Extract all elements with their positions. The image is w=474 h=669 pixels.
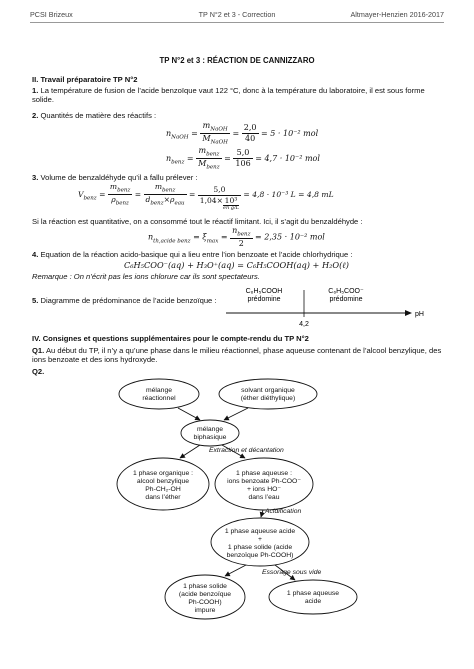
acid-aqueous-line2: + (258, 536, 262, 543)
pka-label: 4,2 (299, 321, 309, 328)
eq-benz-result: = 4,7 · 10⁻² mol (255, 153, 320, 163)
section4-q1-text: Au début du TP, il n’y a qu’une phase dans le milieu réactionnel, phase aqueuse contenant de l’alcool benzylique, des ions benzoate et des ions hydroxyde. (32, 346, 442, 365)
organic-phase-line4: dans l’éther (145, 494, 181, 501)
eq-vol-lhs-sub: benz (83, 195, 97, 202)
equation-naoh: $n_{NaOH}$ = $\frac{m_{NaOH}}{M_{NaOH}}$ = $\frac{2,0}{40}$ = 5 · 10⁻² mol (166, 121, 319, 147)
eq-naoh-f1-den-sub: NaOH (210, 140, 228, 147)
eq-vol-f2-den-rest: ×ρ (163, 195, 175, 205)
step-acidification-label: Acidification (265, 508, 302, 515)
equation-nth: $n_{th,acide benz} = \xi_{max}$ = $\frac{n_{benz}}{2}$ = 2,35 · 10⁻² mol (148, 226, 325, 249)
eq-benz-lhs-sub: benz (171, 159, 185, 166)
eq-benz-f2-num: 5,0 (233, 148, 252, 159)
arrow-mix-to-biphasic (178, 408, 200, 420)
base-label: prédomine (329, 296, 363, 303)
eq-vol-f3-den-b: 10³ (224, 195, 238, 205)
aqueous-phase-line2: ions benzoate Ph-COO⁻ (227, 478, 301, 485)
aqueous-phase-line4: dans l’eau (248, 494, 280, 501)
section4-q2-label: Q2. (32, 367, 45, 376)
header-left: PCSI Brizeux (30, 10, 73, 19)
biphasic-line2: biphasique (193, 434, 227, 441)
acid-aqueous-line1: 1 phase aqueuse acide (224, 528, 296, 535)
q1-number: 1. (32, 86, 39, 95)
eq-benz-f1-num-sub: benz (206, 151, 220, 158)
q3-number: 3. (32, 173, 39, 182)
reaction-mix-line2: réactionnel (142, 395, 176, 402)
step-filtration-label: Essorage sous vide (262, 569, 322, 576)
eq-vol-f1-num: m (109, 182, 118, 191)
eq-vol-f2-num-sub: benz (162, 187, 176, 194)
node-aqueous-acid (269, 580, 357, 614)
q4-text: Equation de la réaction acido-basique qui a lieu entre l’ion benzoate et l’acide chlorhydrique : (40, 250, 353, 259)
organic-solvent-line1: solvant organique (241, 387, 295, 394)
q5-text: Diagramme de prédominance de l’acide benzoïque : (40, 296, 217, 305)
base-formula: C₆H₅COO⁻ (328, 288, 364, 295)
organic-solvent-line2: (éther diéthylique) (240, 395, 296, 402)
q4-number: 4. (32, 250, 39, 259)
eq-vol-f2-den: d (145, 195, 151, 205)
eq-nth-result: = 2,35 · 10⁻² mol (255, 232, 325, 242)
eq-nth-lhs: n (148, 232, 154, 242)
organic-phase-line1: 1 phase organique : (132, 470, 194, 477)
ph-label: pH (415, 311, 424, 318)
q3-paragraph-2: Si la réaction est quantitative, on a consommé tout le réactif limitant. Ici, il s’agit du benzaldéhyde : (32, 217, 363, 226)
eq-nth-f-num-sub: benz (237, 231, 251, 238)
organic-phase-line3: Ph-CH₂-OH (145, 486, 181, 493)
eq-naoh-f1-den: M (202, 134, 211, 144)
arrow-acid-to-solid (225, 565, 246, 576)
eq-benz-f1-den: M (198, 159, 207, 169)
eq-vol-f1-num-sub: benz (117, 187, 131, 194)
reaction-equation: C₆H₅COO⁻(aq) + H₃O⁺(aq) = C₆H₅COOH(aq) + H₂O(ℓ) (124, 260, 349, 270)
aqueous-acid-line1: 1 phase aqueuse (286, 590, 340, 597)
remark: Remarque : On n’écrit pas les ions chlorure car ils sont spectateurs. (32, 272, 260, 281)
aqueous-phase-line1: 1 phase aqueuse : (236, 470, 292, 477)
eq-vol-f2-den-rest-sub: eau (174, 200, 185, 207)
q2-number: 2. (32, 111, 39, 120)
header-right: Altmayer-Henzien 2016-2017 (350, 10, 444, 19)
arrow-solvent-to-biphasic (224, 408, 248, 420)
eq-naoh-f2-num: 2,0 (243, 123, 257, 133)
solid-phase-line1: 1 phase solide (183, 583, 227, 590)
eq-vol-lhs: V (78, 189, 84, 199)
eq-vol-f3-den-c: en g/L (223, 205, 239, 212)
acid-label: prédomine (247, 296, 281, 303)
equation-benz: $n_{benz}$ = $\frac{m_{benz}}{M_{benz}}$ = $\frac{5,0}{106}$ = 4,7 · 10⁻² mol (166, 146, 320, 172)
eq-naoh-lhs: n (166, 128, 172, 138)
reaction-mix-line1: mélange (145, 387, 173, 394)
eq-nth-mid: = ξ (193, 232, 207, 242)
eq-vol-f3-den-a: 1,04× (199, 195, 224, 205)
eq-naoh-result: = 5 · 10⁻² mol (261, 128, 319, 138)
section2-heading: II. Travail préparatoire TP N°2 (32, 75, 138, 84)
organic-phase-line2: alcool benzylique (136, 478, 190, 485)
acid-aqueous-line3: 1 phase solide (acide (227, 544, 293, 551)
solid-phase-line3: Ph-COOH) (188, 599, 222, 606)
q2-text: Quantités de matière des réactifs : (40, 111, 157, 120)
solid-phase-line4: impure (194, 607, 216, 614)
eq-benz-lhs: n (166, 153, 172, 163)
node-reaction-mix (119, 379, 199, 409)
node-organic-solvent (219, 379, 317, 409)
q3-text: Volume de benzaldéhyde qu’il a fallu prélever : (40, 173, 198, 182)
section4-heading: IV. Consignes et questions supplémentaires pour le compte-rendu du TP N°2 (32, 334, 309, 343)
aqueous-phase-line3: + ions HO⁻ (247, 486, 281, 493)
acid-aqueous-line4: benzoïque Ph-COOH) (226, 552, 294, 559)
eq-vol-f1-den-sub: benz (115, 200, 129, 207)
eq-naoh-lhs-sub: NaOH (171, 134, 189, 141)
step-extraction-label: Extraction et décantation (209, 447, 284, 454)
eq-vol-f2-den-sub: benz (150, 200, 164, 207)
node-biphasic (181, 420, 239, 446)
eq-vol-f1-den: ρ (111, 195, 116, 205)
eq-naoh-f2-den: 40 (245, 134, 256, 144)
q1-text: La température de fusion de l’acide benzoïque vaut 122 °C, donc à la température du laboratoire, il est sous forme solide. (32, 86, 425, 105)
q5-number: 5. (32, 296, 39, 305)
eq-naoh-f1-num-sub: NaOH (210, 126, 228, 133)
equation-volume: $V_{benz}$ = $\frac{m_{benz}}{\rho_{benz}}$ = $\frac{m_{benz}}{d_{benz}\times\rho_{eau}}$ = 5,0 1,04× 10³ en g/L = 4,8 · 10⁻³ L = 4,8 mL (78, 182, 334, 212)
eq-nth-f-den: 2 (238, 239, 244, 249)
arrow-aqueous-to-acid (261, 510, 263, 517)
eq-naoh-f1-num: m (202, 121, 211, 130)
eq-nth-lhs-sub: th,acide benz (153, 238, 191, 245)
eq-benz-f1-den-sub: benz (206, 165, 220, 172)
eq-nth-mid-sub: max (206, 238, 219, 245)
section4-q1-label: Q1. (32, 346, 45, 355)
header-center: TP N°2 et 3 - Correction (198, 10, 276, 19)
eq-benz-f2-den: 106 (235, 159, 251, 169)
solid-phase-line2: (acide benzoïque (178, 591, 232, 598)
eq-benz-f1-num: m (198, 146, 207, 155)
page-title: TP N°2 et 3 : RÉACTION DE CANNIZZARO (159, 56, 315, 65)
acid-formula: C₆H₅COOH (245, 288, 283, 295)
eq-nth-f-num: n (232, 226, 238, 235)
biphasic-line1: mélange (196, 426, 224, 433)
aqueous-acid-line2: acide (304, 598, 322, 605)
arrow-biphasic-to-organic (180, 445, 200, 458)
eq-vol-f3-num: 5,0 (198, 185, 241, 195)
eq-vol-result: = 4,8 · 10⁻³ L = 4,8 mL (243, 189, 334, 199)
eq-vol-f2-num: m (154, 182, 163, 191)
